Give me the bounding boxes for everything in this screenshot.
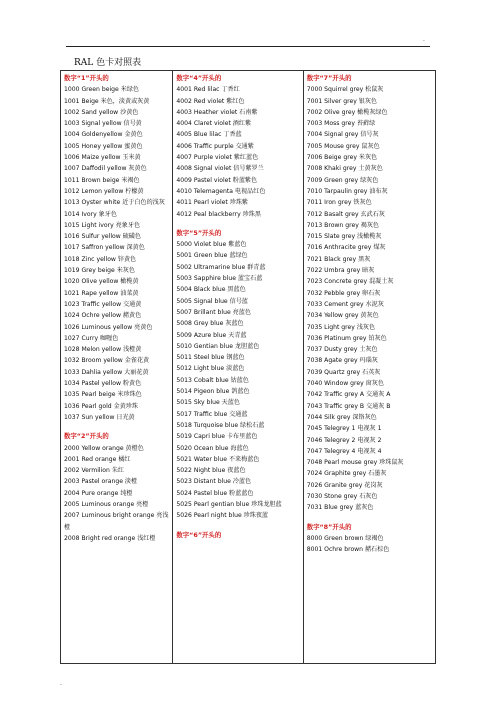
- section-gap: [176, 220, 299, 228]
- color-entry: 7036 Platinum grey 铂灰色: [306, 334, 387, 342]
- color-entry: 1006 Maize yellow 玉米黄: [64, 154, 141, 162]
- page-title: RAL 色卡对照表: [74, 58, 142, 68]
- color-entry: 7046 Telegrey 2 电视灰 2: [306, 436, 382, 444]
- color-entry: 1014 Ivory 象牙色: [64, 210, 117, 218]
- color-entry: 1023 Traffic yellow 交通黄: [64, 300, 142, 308]
- color-entry: 1026 Luminous yellow 亮黄色: [64, 323, 153, 331]
- color-entry: 5021 Water blue 不来梅蓝色: [176, 455, 260, 463]
- color-entry: 1020 Olive yellow 橄榄黄: [64, 278, 139, 286]
- color-entry: 4003 Heather violet 石南紫: [176, 108, 258, 116]
- color-entry: 5009 Azure blue 天青蓝: [176, 331, 247, 339]
- color-entry: 1035 Pearl beige 米珍珠色: [64, 391, 142, 399]
- color-entry: 5011 Steel blue 钢蓝色: [176, 354, 245, 362]
- color-entry: 7044 Silk grey 深铬灰色: [306, 413, 377, 421]
- color-entry: 7032 Pebble grey 卵石灰: [306, 289, 381, 297]
- color-entry: 5022 Night blue 夜蓝色: [176, 467, 246, 475]
- color-entry: 7000 Squirrel grey 松鼠灰: [306, 86, 384, 94]
- color-entry: 7016 Anthracite grey 煤灰: [306, 244, 386, 252]
- color-entry: 7047 Telegrey 4 电视灰 4: [306, 447, 382, 455]
- section-header: 数字“6”开头的: [176, 530, 222, 539]
- color-entry: 5003 Sapphire blue 蓝宝石蓝: [176, 275, 263, 283]
- color-entry: 4012 Peal blackberry 珍珠黑: [176, 210, 261, 218]
- color-entry: 7031 Blue grey 蓝灰色: [306, 504, 374, 512]
- color-entry: 7043 Traffic grey B 交通灰 B: [306, 402, 391, 410]
- color-entry: 7015 Slate grey 浅橄榄灰: [306, 233, 382, 241]
- color-entry: 7004 Signal grey 信号灰: [306, 131, 379, 139]
- section-gap: [307, 514, 432, 522]
- color-entry: 5007 Brillant blue 亮蓝色: [176, 308, 251, 316]
- color-entry: 5026 Pearl night blue 珍珠夜蓝: [176, 512, 269, 520]
- color-entry: 1033 Dahlia yellow 大丽花黄: [64, 368, 149, 376]
- color-entry: 5008 Grey blue 灰蓝色: [176, 320, 244, 328]
- color-entry: 5010 Gentian blue 龙胆蓝色: [176, 342, 260, 350]
- color-entry: 1015 Light ivory 亮象牙色: [64, 221, 141, 229]
- color-entry: 1013 Oyster white 近于白色的浅灰: [64, 199, 165, 207]
- color-entry: 7002 Olive grey 橄榄灰绿色: [306, 108, 388, 116]
- color-entry: 2007 Luminous bright orange 亮浅橙: [64, 512, 169, 531]
- color-entry: 7048 Pearl mouse grey 珍珠鼠灰: [306, 459, 404, 467]
- bottom-mark: .: [60, 680, 62, 687]
- color-entry: 1032 Broom yellow 金雀花黄: [64, 357, 150, 365]
- color-entry: 7003 Moss grey 苔藓绿: [306, 120, 376, 128]
- color-entry: 7013 Brown grey 褐灰色: [306, 221, 380, 229]
- color-entry: 2003 Pastel orange 淡橙: [64, 478, 138, 486]
- color-entry: 7009 Green grey 绿灰色: [306, 176, 379, 184]
- color-entry: 7022 Umbra grey 暗灰: [306, 267, 375, 275]
- color-entry: 7024 Graphite grey 石墨灰: [306, 470, 387, 478]
- section-header: 数字“2”开头的: [64, 432, 109, 441]
- color-entry: 5019 Capri blue 卡布里蓝色: [176, 433, 258, 441]
- color-entry: 7021 Black grey 黑灰: [306, 255, 371, 263]
- color-entry: 2004 Pure orange 纯橙: [64, 489, 133, 497]
- color-entry: 5014 Pigeon blue 鸽蓝色: [176, 388, 250, 396]
- color-entry: 7040 Window grey 窗灰色: [306, 380, 384, 388]
- color-entry: 4004 Claret violet 酒红紫: [176, 120, 252, 128]
- color-entry: 4011 Pearl violet 珍珠紫: [176, 199, 249, 207]
- color-entry: 7042 Traffic grey A 交通灰 A: [306, 391, 391, 399]
- section-header: 数字“7”开头的: [306, 74, 352, 82]
- color-entry: 7030 Stone grey 石灰色: [306, 492, 378, 500]
- color-entry: 7035 Light grey 浅灰色: [306, 323, 376, 331]
- color-entry: 1019 Grey beige 米灰色: [64, 267, 135, 275]
- color-entry: 1028 Melon yellow 浅橙黄: [64, 346, 142, 354]
- ral-color-table: [60, 70, 436, 664]
- section-header: 数字“4”开头的: [176, 74, 222, 82]
- color-entry: 7001 Silver grey 银灰色: [306, 97, 378, 105]
- color-entry: 5005 Signal blue 信号蓝: [176, 297, 248, 305]
- color-entry: 5025 Pearl gentian blue 珍珠龙胆蓝: [176, 500, 282, 508]
- color-entry: 5023 Distant blue 冷蓝色: [176, 478, 252, 486]
- color-entry: 4006 Traffic purple 交通紫: [176, 142, 254, 150]
- color-entry: 7011 Iron grey 铁灰色: [306, 199, 372, 207]
- section-header: 数字“8”开头的: [306, 522, 352, 531]
- color-entry: 8000 Green brown 绿褐色: [306, 534, 384, 542]
- color-entry: 1011 Brown beige 米褐色: [64, 176, 140, 184]
- color-entry: 4010 Telemagenta 电视品红色: [176, 187, 266, 195]
- color-entry: 5018 Turquoise blue 绿松石蓝: [176, 421, 265, 429]
- color-entry: 7037 Dusty grey 土灰色: [306, 346, 378, 354]
- color-entry: 7045 Telegrey 1 电视灰 1: [306, 425, 382, 433]
- color-entry: 1034 Pastel yellow 粉黄色: [64, 380, 142, 388]
- color-entry: 5004 Black blue 黑蓝色: [176, 286, 246, 294]
- color-entry: 1037 Sun yellow 日光黄: [64, 413, 135, 421]
- color-entry: 5000 Violet blue 紫蓝色: [176, 241, 247, 249]
- color-entry: 4007 Purple violet 紫红蓝色: [176, 154, 259, 162]
- color-entry: 5013 Cobalt blue 钴蓝色: [176, 376, 249, 384]
- color-entry: 1005 Honey yellow 蜜黄色: [64, 142, 143, 150]
- color-entry: 1016 Sulfur yellow 硫磺色: [64, 233, 141, 241]
- color-entry: 5002 Ultramarine blue 群青蓝: [176, 263, 266, 271]
- color-entry: 8001 Ochre brown 赭石棕色: [306, 546, 390, 554]
- section-header: 数字“5”开头的: [176, 228, 222, 237]
- color-entry: 4009 Pastel violet 粉蓝紫色: [176, 176, 258, 184]
- color-entry: 7039 Quartz grey 石英灰: [306, 368, 381, 376]
- color-entry: 7034 Yellow grey 黄灰色: [306, 312, 379, 320]
- color-entry: 1002 Sand yellow 沙黄色: [64, 108, 139, 116]
- color-entry: 5024 Pastel blue 粉蓝蓝色: [176, 489, 254, 497]
- color-entry: 1036 Pearl gold 金黄珍珠: [64, 402, 138, 410]
- top-mark: .: [423, 36, 425, 43]
- color-entry: 7012 Basalt grey 玄武石灰: [306, 210, 385, 218]
- color-entry: 5012 Light blue 淡蓝色: [176, 365, 245, 373]
- color-entry: 7023 Concrete grey 混凝土灰: [306, 278, 394, 286]
- table-column-3: [303, 71, 435, 663]
- section-header: 数字“1”开头的: [64, 74, 109, 82]
- color-entry: 1021 Rape yellow 油菜黄: [64, 289, 139, 297]
- color-entry: 1007 Daffodil yellow 灰黄色: [64, 165, 147, 173]
- color-entry: 5001 Green blue 蓝绿色: [176, 252, 248, 260]
- color-entry: 1001 Beige 米色，淡黄或灰黄: [64, 97, 150, 105]
- table-column-2: [172, 71, 302, 663]
- color-entry: 2001 Red orange 橘红: [64, 455, 131, 463]
- section-gap: [176, 522, 299, 530]
- color-entry: 1012 Lemon yellow 柠檬黄: [64, 187, 144, 195]
- color-entry: 1027 Curry 咖喱色: [64, 334, 119, 342]
- table-column-1: [61, 71, 172, 663]
- color-entry: 7006 Beige grey 米灰色: [306, 154, 378, 162]
- color-entry: 7033 Cement grey 水泥灰: [306, 300, 384, 308]
- color-entry: 1024 Ochre yellow 赭黄色: [64, 312, 142, 320]
- color-entry: 1000 Green beige 米绿色: [64, 86, 139, 94]
- color-entry: 4002 Red violet 紫红色: [176, 97, 245, 105]
- color-entry: 2005 Luminous orange 亮橙: [64, 500, 149, 508]
- color-entry: 1004 Goldenyellow 金黄色: [64, 131, 143, 139]
- color-entry: 2000 Yellow orange 黄橙色: [64, 444, 144, 452]
- color-entry: 7005 Mouse grey 鼠灰色: [306, 142, 380, 150]
- color-entry: 4008 Signal violet 信号紫罗兰: [176, 165, 264, 173]
- color-entry: 7038 Agate grey 玛瑙灰: [306, 357, 378, 365]
- color-entry: 1017 Saffron yellow 深黄色: [64, 244, 145, 252]
- color-entry: 1003 Signal yellow 信号黄: [64, 120, 142, 128]
- color-entry: 2008 Bright red orange 浅红橙: [64, 534, 156, 542]
- color-entry: 1018 Zinc yellow 锌黄色: [64, 255, 137, 263]
- color-entry: 4005 Blue lilac 丁香蓝: [176, 131, 242, 139]
- color-entry: 2002 Vermilion 朱红: [64, 467, 125, 475]
- color-entry: 7010 Tarpaulin grey 油布灰: [306, 187, 388, 195]
- color-entry: 5020 Ocean blue 海蓝色: [176, 444, 249, 452]
- color-entry: 7026 Granite grey 花岗灰: [306, 481, 383, 489]
- color-entry: 5015 Sky blue 天蓝色: [176, 399, 240, 407]
- section-gap: [64, 423, 169, 431]
- color-entry: 7008 Khaki grey 土黄灰色: [306, 165, 383, 173]
- color-entry: 4001 Red lilac 丁香红: [176, 86, 240, 94]
- color-entry: 5017 Traffic blue 交通蓝: [176, 410, 248, 418]
- header-rule: [66, 46, 430, 47]
